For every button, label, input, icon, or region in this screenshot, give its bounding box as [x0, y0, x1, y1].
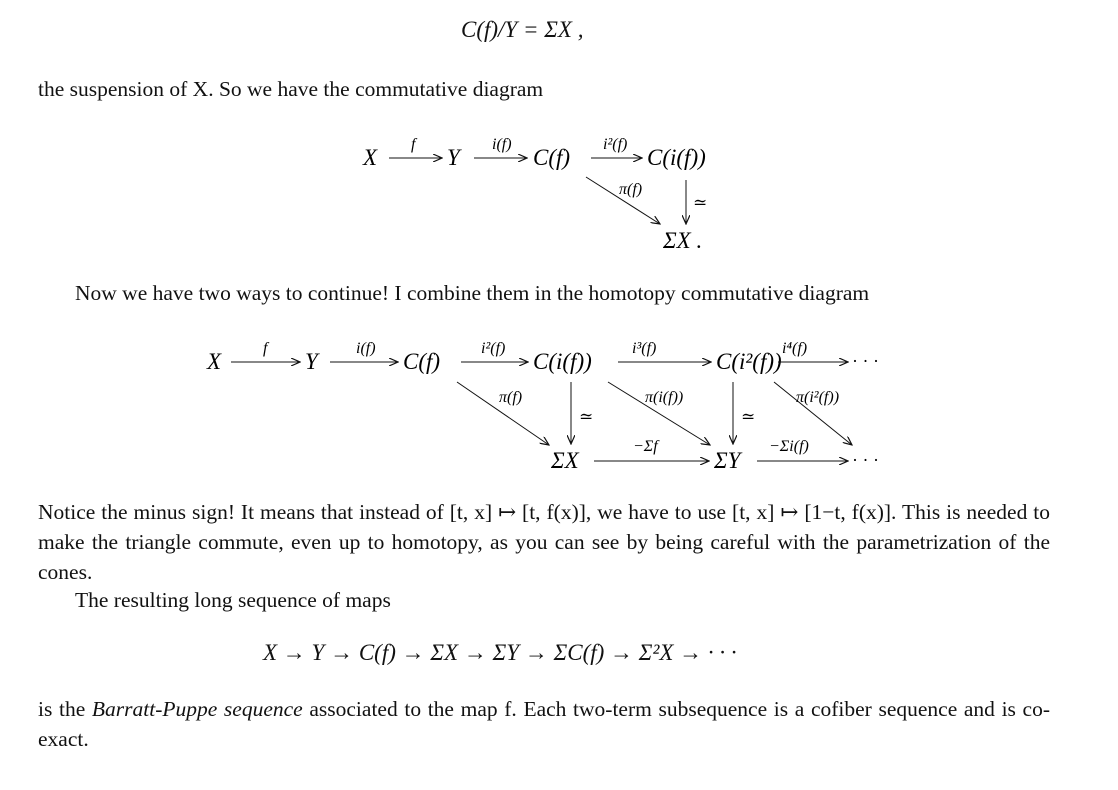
d2-node-X: X [207, 349, 222, 374]
d1-label-pif: π(f) [619, 181, 643, 198]
d1-node-Cif: C(i(f)) [647, 145, 706, 170]
diagram-2 [0, 320, 1118, 490]
d2-node-dots2: · · · [852, 450, 879, 470]
paragraph-5-post: associated to the map f. Each two-term subsequence is a cofiber sequence and is co-exact. [38, 697, 1050, 751]
equation-barratt-puppe: X → Y → C(f) → ΣX → ΣY → ΣC(f) → Σ²X → · · · [263, 640, 737, 665]
d1-node-SX: ΣX . [663, 228, 703, 253]
d2-node-dots1: · · · [852, 351, 879, 371]
paragraph-two-ways: Now we have two ways to continue! I combine them in the homotopy commutative diagram [75, 281, 870, 305]
d2-label-pif: π(f) [499, 389, 523, 406]
d2-label-neg-sigma-f: −Σf [633, 438, 658, 455]
d1-label-f: f [411, 136, 416, 153]
d2-label-if: i(f) [356, 340, 376, 357]
d1-node-Cf: C(f) [533, 145, 571, 170]
d2-node-SX: ΣX [551, 448, 579, 473]
d1-label-i2f: i²(f) [603, 136, 628, 153]
d2-label-simeq-1: ≃ [579, 407, 594, 426]
d2-node-Cf: C(f) [403, 349, 441, 374]
equation-top: C(f)/Y = ΣX , [461, 17, 584, 42]
d2-label-i4f: i⁴(f) [782, 340, 808, 357]
d2-label-pi-if: π(i(f)) [645, 389, 684, 406]
d2-node-Y: Y [305, 349, 318, 374]
paragraph-long-sequence: The resulting long sequence of maps [75, 588, 391, 612]
barratt-puppe-term: Barratt-Puppe sequence [91, 697, 303, 721]
paragraph-barratt-puppe [38, 694, 1050, 754]
d1-node-X: X [363, 145, 378, 170]
d2-node-Cif: C(i(f)) [533, 349, 592, 374]
d2-label-i3f: i³(f) [632, 340, 657, 357]
paragraph-5-pre: is the [38, 697, 92, 721]
paragraph-minus-sign: Notice the minus sign! It means that instead of [t, x] ↦ [t, f(x)], we have to use [t, x] ↦ [1−t, f(x)]. This is needed to make the triangle commute, even up to homotopy, as you can see by being careful with the parametrization of the cones. [38, 500, 1050, 584]
d2-label-pi-i2f: π(i²(f)) [796, 389, 840, 406]
d2-label-neg-sigma-if: −Σi(f) [769, 438, 809, 455]
paragraph-suspension: the suspension of X. So we have the commutative diagram [38, 77, 544, 101]
d1-label-if: i(f) [492, 136, 512, 153]
d1-node-Y: Y [447, 145, 460, 170]
d2-node-Ci2f: C(i²(f)) [716, 349, 782, 374]
d2-node-SY: ΣY [714, 448, 741, 473]
d2-label-simeq-2: ≃ [741, 407, 756, 426]
d1-label-simeq: ≃ [693, 193, 708, 212]
d2-label-i2f: i²(f) [481, 340, 506, 357]
d2-label-f: f [263, 340, 268, 357]
